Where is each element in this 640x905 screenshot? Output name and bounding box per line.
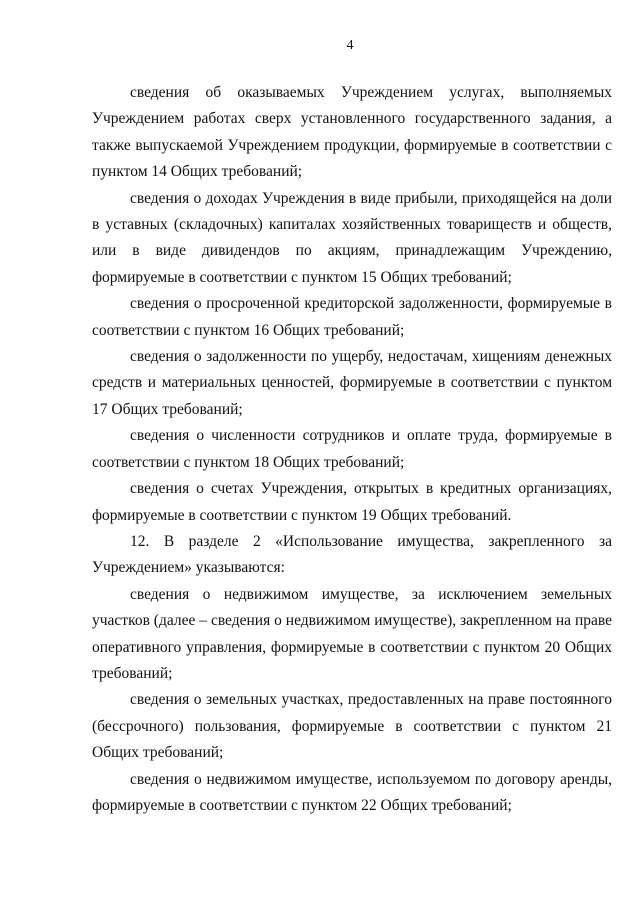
paragraph: сведения о недвижимом имуществе, за исключением земельных участков (далее – сведения о недвижимом имуществе), закрепленном на праве оперативного управления, формируемые в соответствии с пунктом 20 Общих требований; — [92, 585, 612, 682]
paragraph: сведения о численности сотрудников и оплате труда, формируемые в соответствии с пунктом 18 Общих требований; — [92, 427, 612, 471]
paragraph: сведения о земельных участках, предоставленных на праве постоянного (бессрочного) пользования, формируемые в соответствии с пунктом 21 Общих требований; — [92, 691, 612, 762]
paragraph: сведения о счетах Учреждения, открытых в кредитных организациях, формируемые в соответствии с пунктом 19 Общих требований. — [92, 480, 612, 524]
page-number: 4 — [346, 38, 354, 53]
section-paragraph: 12. В разделе 2 «Использование имущества, закрепленного за Учреждением» указываются: — [92, 532, 612, 577]
paragraph: сведения о недвижимом имуществе, используемом по договору аренды, формируемые в соответствии с пунктом 22 Общих требований; — [92, 770, 612, 814]
paragraph: сведения об оказываемых Учреждением услугах, выполняемых Учреждением работах сверх установленного государственного задания, а также выпускаемой Учреждением продукции, формируемые в соответствии с пунктом 14 Общих требований; — [92, 84, 612, 181]
document-body — [92, 80, 612, 819]
paragraph: сведения о просроченной кредиторской задолженности, формируемые в соответствии с пунктом 16 Общих требований; — [92, 295, 612, 339]
paragraph: сведения о доходах Учреждения в виде прибыли, приходящейся на доли в уставных (складочных) капиталах хозяйственных товариществ и обществ, или в виде дивидендов по акциям, принадлежащим Учреждению, формируемые в соответствии с пунктом 15 Общих требований; — [92, 189, 612, 286]
paragraph: сведения о задолженности по ущербу, недостачам, хищениям денежных средств и материальных ценностей, формируемые в соответствии с пунктом 17 Общих требований; — [92, 348, 612, 418]
